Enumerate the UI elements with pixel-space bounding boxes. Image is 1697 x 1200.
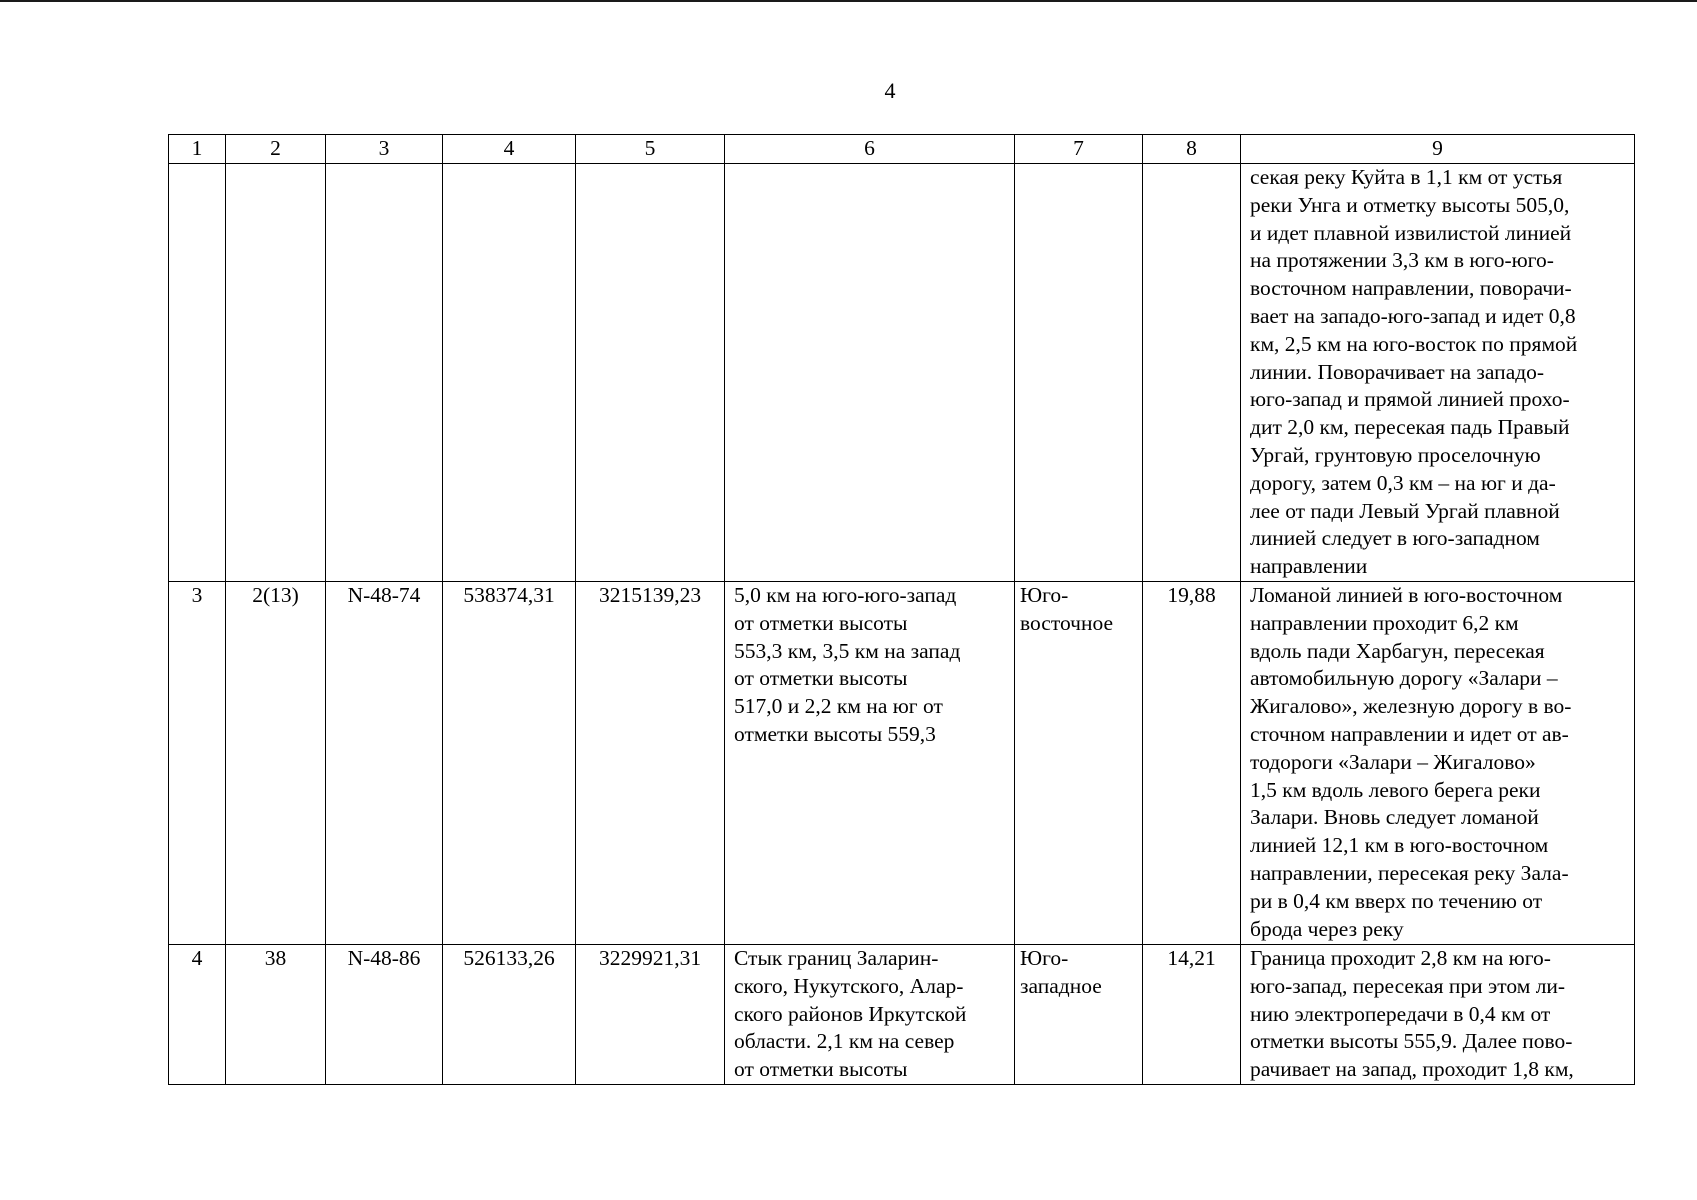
cell-location	[725, 164, 1015, 582]
table-row	[169, 581, 1635, 944]
cell-point: 2(13)	[226, 581, 326, 944]
cell-sheet: N-48-74	[326, 581, 443, 944]
cell-point	[226, 164, 326, 582]
column-header: 1	[169, 135, 226, 164]
description-text: Ломаной линией в юго-восточном направлении проходит 6,2 км вдоль пади Харбагун, пересекая автомобильную дорогу «Залари – Жигалово», железную дорогу в во- сточном направлении и идет от ав- тодороги «Залари – Жигалово» 1,5 км вдоль левого берега реки Залари. Вновь следует ломаной линией 12,1 км в юго-восточном направлении, пересекая реку Зала- ри в 0,4 км вверх по течению от брода через реку	[1250, 582, 1572, 941]
column-header: 5	[576, 135, 725, 164]
cell-coord-x	[443, 164, 576, 582]
cell-description	[1241, 944, 1635, 1084]
cell-direction	[1015, 944, 1143, 1084]
table-row	[169, 164, 1635, 582]
description-text: секая реку Куйта в 1,1 км от устья реки Унга и отметку высоты 505,0, и идет плавной извилистой линией на протяжении 3,3 км в юго-юго- восточном направлении, поворачи- вает на западо-юго-запад и идет 0,8 км, 2,5 км на юго-восток по прямой линии. Поворачивает на западо- юго-запад и прямой линией прохо- дит 2,0 км, пересекая падь Правый Ургай, грунтовую проселочную дорогу, затем 0,3 км – на юг и да- лее от пади Левый Ургай плавной линией следует в юго-западном направлении	[1250, 165, 1578, 579]
cell-length: 19,88	[1143, 581, 1241, 944]
location-text: 5,0 км на юго-юго-запад от отметки высоты 553,3 км, 3,5 км на запад от отметки высоты 517,0 и 2,2 км на юг от отметки высоты 559,3	[734, 582, 961, 746]
cell-coord-y: 3215139,23	[576, 581, 725, 944]
cell-number: 4	[169, 944, 226, 1084]
cell-point: 38	[226, 944, 326, 1084]
cell-location	[725, 944, 1015, 1084]
cell-location	[725, 581, 1015, 944]
column-header: 8	[1143, 135, 1241, 164]
column-header: 2	[226, 135, 326, 164]
column-header: 6	[725, 135, 1015, 164]
cell-direction	[1015, 164, 1143, 582]
cell-length	[1143, 164, 1241, 582]
column-header: 7	[1015, 135, 1143, 164]
cell-description	[1241, 581, 1635, 944]
column-header: 3	[326, 135, 443, 164]
page-number: 4	[884, 78, 896, 103]
cell-direction	[1015, 581, 1143, 944]
cell-sheet	[326, 164, 443, 582]
table-header-row	[169, 135, 1635, 164]
cell-coord-y	[576, 164, 725, 582]
cell-number: 3	[169, 581, 226, 944]
description-text: Граница проходит 2,8 км на юго- юго-запад, пересекая при этом ли- нию электропередачи в 0,4 км от отметки высоты 555,9. Далее пово- рачивает на запад, проходит 1,8 км,	[1250, 945, 1574, 1082]
table-row	[169, 944, 1635, 1084]
cell-description	[1241, 164, 1635, 582]
cell-length: 14,21	[1143, 944, 1241, 1084]
cell-sheet: N-48-86	[326, 944, 443, 1084]
cell-coord-x: 538374,31	[443, 581, 576, 944]
boundary-table	[168, 134, 1635, 1085]
direction-text: Юго- восточное	[1020, 582, 1114, 635]
column-header: 9	[1241, 135, 1635, 164]
location-text: Стык границ Заларин- ского, Нукутского, Алар- ского районов Иркутской области. 2,1 км на север от отметки высоты	[734, 945, 967, 1082]
page-top-border	[0, 0, 1697, 2]
direction-text: Юго- западное	[1020, 945, 1102, 998]
cell-number	[169, 164, 226, 582]
column-header: 4	[443, 135, 576, 164]
cell-coord-y: 3229921,31	[576, 944, 725, 1084]
cell-coord-x: 526133,26	[443, 944, 576, 1084]
